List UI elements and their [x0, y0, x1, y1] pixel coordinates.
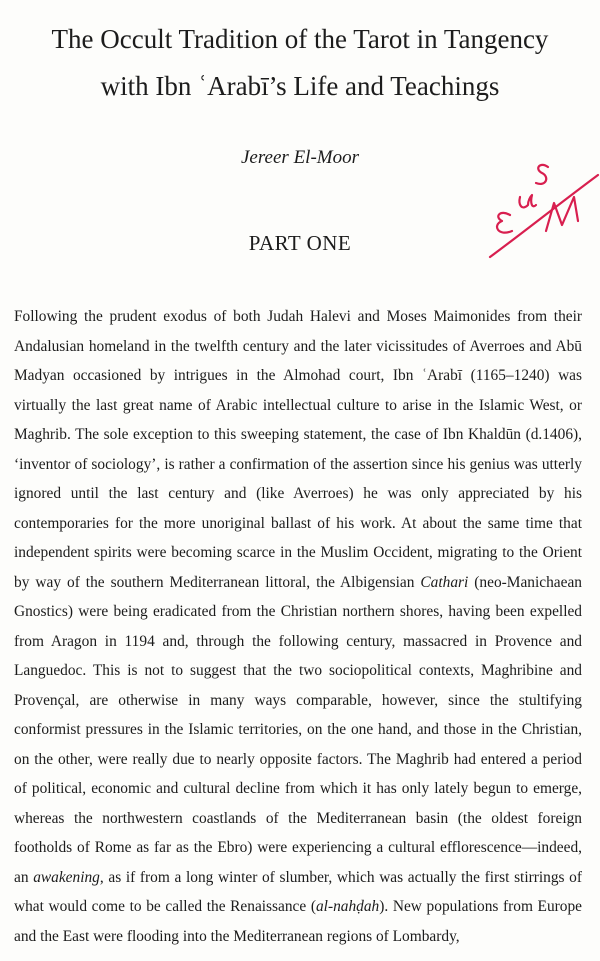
body-paragraph: [14, 302, 582, 951]
italic-term-awakening: awakening: [33, 868, 100, 886]
document-title: [20, 16, 580, 110]
title-line-1: The Occult Tradition of the Tarot in Tangency: [51, 24, 549, 54]
italic-term-al-nahdah: al-nahḍah: [315, 898, 380, 915]
paragraph-text-1: Following the prudent exodus of both Judah Halevi and Moses Maimonides from their Andalusian homeland in the twelfth century and the later vicissitudes of Averroes and Abū Madyan occasioned by intrigues in the Almohad court, Ibn ʿArabī (1165–1240) was virtually the last great name of Arabic intellectual culture to arise in the Islamic West, or Maghrib. The sole exception to this sweeping statement, the case of Ibn Khaldūn (d.1406), ‘inventor of sociology’, is rather a confirmation of the assertion since his genius was utterly ignored until the last century and (like Averroes) he was only appreciated by his contemporaries for the more unoriginal ballast of his work. At about the same time that independent spirits were becoming scarce in the Muslim Occident, migrating to the Orient by way of the southern Mediterranean littoral, the Albigensian: [14, 308, 582, 591]
author-name: Jereer El-Moor: [241, 147, 359, 168]
title-line-2: with Ibn ʿArabī’s Life and Teachings: [100, 71, 500, 101]
paragraph-text-3: , as if from a long winter of slumber, which was actually the first stirrings of what would come to be called the Renaissance (: [14, 868, 582, 915]
section-heading: PART ONE: [248, 231, 352, 255]
italic-term-cathari: Cathari: [420, 573, 469, 591]
paragraph-text-2: (neo-Manichaean Gnostics) were being eradicated from the Christian northern shores, having been expelled from Aragon in 1194 and, through the following century, massacred in Provence and Languedoc. This is not to suggest that the two sociopolitical contexts, Maghribine and Provençal, are otherwise in many ways comparable, however, since the stultifying conformist pressures in the Islamic territories, on the one hand, and those in the Christian, on the other, were really due to nearly opposite factors. The Maghrib had entered a period of political, economic and cultural decline from which it has only lately begun to emerge, whereas the northwestern coastlands of the Mediterranean basin (the oldest foreign footholds of Rome as far as the Ebro) were experiencing a cultural efflorescence—indeed, an: [14, 573, 582, 886]
paragraph-text-4: ). New populations from Europe and the East were flooding into the Mediterranean regions of Lombardy,: [14, 898, 582, 945]
